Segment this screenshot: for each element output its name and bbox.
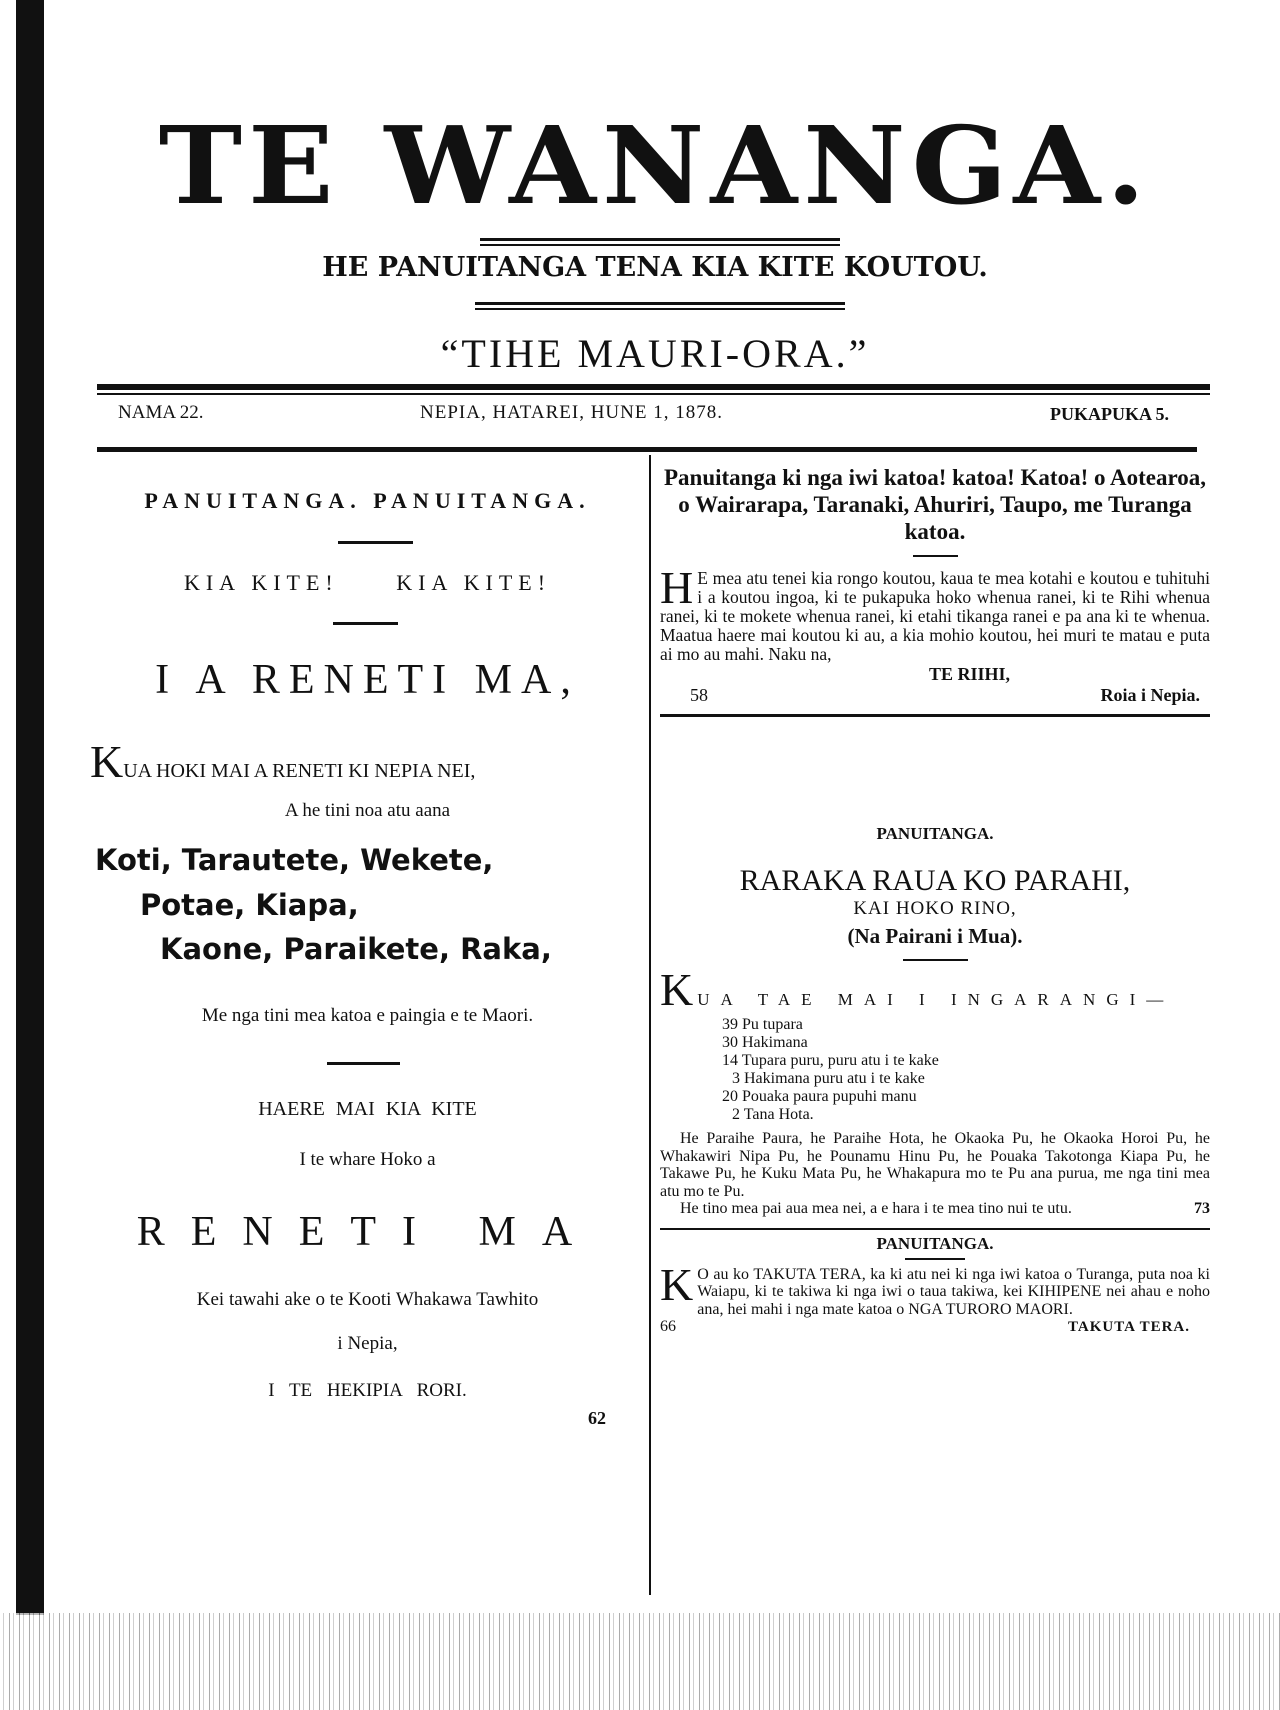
notice-text: O au ko TAKUTA TERA, ka ki atu nei ki nga iwi katoa o Turanga, puta noa ki Waiapu, ki te takiwa ki nga iwi o taua takiwa, kei KIHIPENE nei ahau e noho ana, hei mahi i nga mate katoa o NGA TURORO MAORI. bbox=[697, 1265, 1210, 1318]
signature-title: Roia i Nepia. bbox=[1100, 685, 1200, 705]
arrivals-paragraph: He tino mea pai aua mea nei, a e hara i te mea tino nui te utu. bbox=[680, 1200, 1072, 1217]
place-date: NEPIA, HATAREI, HUNE 1, 1878. bbox=[420, 402, 723, 423]
shop-text: I te whare Hoko a bbox=[299, 1149, 436, 1170]
goods-list bbox=[722, 1016, 1210, 1124]
firm-sub2: (Na Pairani i Mua). bbox=[847, 924, 1023, 948]
column-divider bbox=[649, 455, 651, 1595]
doctor-notice bbox=[660, 1258, 1210, 1319]
divider bbox=[97, 384, 1210, 390]
come-see-text: HAERE MAI KIA KITE bbox=[258, 1098, 477, 1120]
scan-noise bbox=[0, 1613, 1280, 1710]
issue-number: NAMA 22. bbox=[118, 402, 204, 423]
signature: TAKUTA TERA. bbox=[1067, 1319, 1190, 1335]
merchant-name: I A RENETI MA, bbox=[155, 657, 580, 703]
list-item: 2 Tana Hota. bbox=[732, 1106, 814, 1123]
goods-line: Kaone, Paraikete, Raka, bbox=[160, 932, 552, 966]
divider bbox=[475, 302, 845, 305]
more-goods-text: Me nga tini mea katoa e paingia e te Maori. bbox=[201, 1005, 534, 1026]
firm-name: RENETI MA bbox=[136, 1209, 599, 1255]
notice-text: E mea atu tenei kia rongo koutou, kaua te mea kotahi e koutou e tuhituhi i a koutou ingoa, ki te pukapuka hoko whenua ranei, ki te Rihi whenua ranei, ki te mokete whenua ranei, ki etahi tikanga ranei e pa ana ki te whenua. Maatua haere mai koutou ki au, a kia mohio koutou, hei muri te matau e puta ai mo au mahi. Naku na, bbox=[660, 568, 1210, 664]
arrivals-paragraph: He Paraihe Paura, he Paraihe Hota, he Okaoka Pu, he Okaoka Horoi Pu, he Whakawiri Nipa Pu, he Pounamu Hinu Pu, he Pouaka Takotonga Kiapa Pu, he Takawe Pu, he Kuku Mata Pu, he Whakapura mo te Pu ana purua, me nga tini mea atu mo te Pu. bbox=[660, 1130, 1210, 1200]
ad-ref: 62 bbox=[588, 1408, 606, 1428]
firm-heading: RARAKA RAUA KO PARAHI, bbox=[739, 864, 1131, 897]
firm-sub: KAI HOKO RINO, bbox=[853, 898, 1017, 919]
drop-cap: K bbox=[660, 964, 698, 1015]
masthead-title: TE WANANGA. bbox=[158, 104, 1152, 229]
goods-line: Potae, Kiapa, bbox=[140, 888, 359, 922]
divider bbox=[905, 1258, 965, 1260]
arrivals-lead bbox=[660, 963, 1210, 1016]
divider bbox=[338, 541, 413, 544]
lead-text: UA HOKI MAI A RENETI KI NEPIA NEI, bbox=[123, 760, 476, 782]
masthead-motto: “TIHE MAURI-ORA.” bbox=[440, 331, 870, 376]
drop-cap: H bbox=[660, 562, 694, 613]
divider bbox=[660, 714, 1210, 717]
ad-ref: 66 bbox=[660, 1318, 676, 1335]
location-text: i Nepia, bbox=[337, 1333, 398, 1354]
volume-number: PUKAPUKA 5. bbox=[1050, 404, 1169, 424]
drop-cap: K bbox=[660, 1258, 694, 1310]
goods-line: Koti, Tarautete, Wekete, bbox=[95, 843, 494, 877]
left-ad-heading: PANUITANGA. PANUITANGA. bbox=[144, 488, 591, 513]
ad-ref: 58 bbox=[690, 685, 708, 705]
divider bbox=[97, 447, 1197, 452]
location-text: Kei tawahi ake o te Kooti Whakawa Tawhito bbox=[196, 1289, 539, 1310]
divider bbox=[660, 1228, 1210, 1230]
left-ad-lead bbox=[90, 735, 645, 788]
ad-label: PANUITANGA. bbox=[876, 824, 994, 843]
hardware-ad bbox=[660, 824, 1210, 1336]
drop-cap: K bbox=[90, 736, 124, 787]
binding-edge bbox=[16, 0, 44, 1615]
notice-body bbox=[660, 562, 1210, 664]
list-item: 14 Tupara puru, puru atu i te kake bbox=[722, 1052, 939, 1069]
signature: TE RIIHI, bbox=[928, 664, 1010, 684]
divider bbox=[97, 393, 1210, 395]
kia-kite-text: KIA KITE! KIA KITE! bbox=[183, 570, 552, 595]
ad-ref: 73 bbox=[1194, 1200, 1210, 1217]
intro-text: A he tini noa atu aana bbox=[284, 800, 451, 821]
lead-text: UA TAE MAI I INGARANGI— bbox=[697, 990, 1175, 1009]
divider bbox=[903, 959, 968, 961]
divider bbox=[475, 308, 845, 310]
divider bbox=[327, 1062, 400, 1065]
notice-heading: Panuitanga ki nga iwi katoa! katoa! Katoa! o Aotearoa, o Wairarapa, Taranaki, Ahuriri, Taupo, me Turanga katoa. bbox=[663, 465, 1207, 544]
street-text: I TE HEKIPIA RORI. bbox=[268, 1380, 467, 1401]
list-item: 39 Pu tupara bbox=[722, 1016, 803, 1033]
divider bbox=[480, 238, 840, 241]
land-notice bbox=[660, 464, 1210, 717]
masthead-subtitle: HE PANUITANGA TENA KIA KITE KOUTOU. bbox=[322, 252, 988, 283]
ad-label: PANUITANGA. bbox=[876, 1233, 994, 1253]
divider bbox=[480, 244, 840, 246]
list-item: 3 Hakimana puru atu i te kake bbox=[732, 1070, 925, 1087]
list-item: 30 Hakimana bbox=[722, 1034, 808, 1051]
list-item: 20 Pouaka paura pupuhi manu bbox=[722, 1088, 917, 1105]
divider bbox=[913, 555, 958, 557]
divider bbox=[333, 622, 398, 625]
